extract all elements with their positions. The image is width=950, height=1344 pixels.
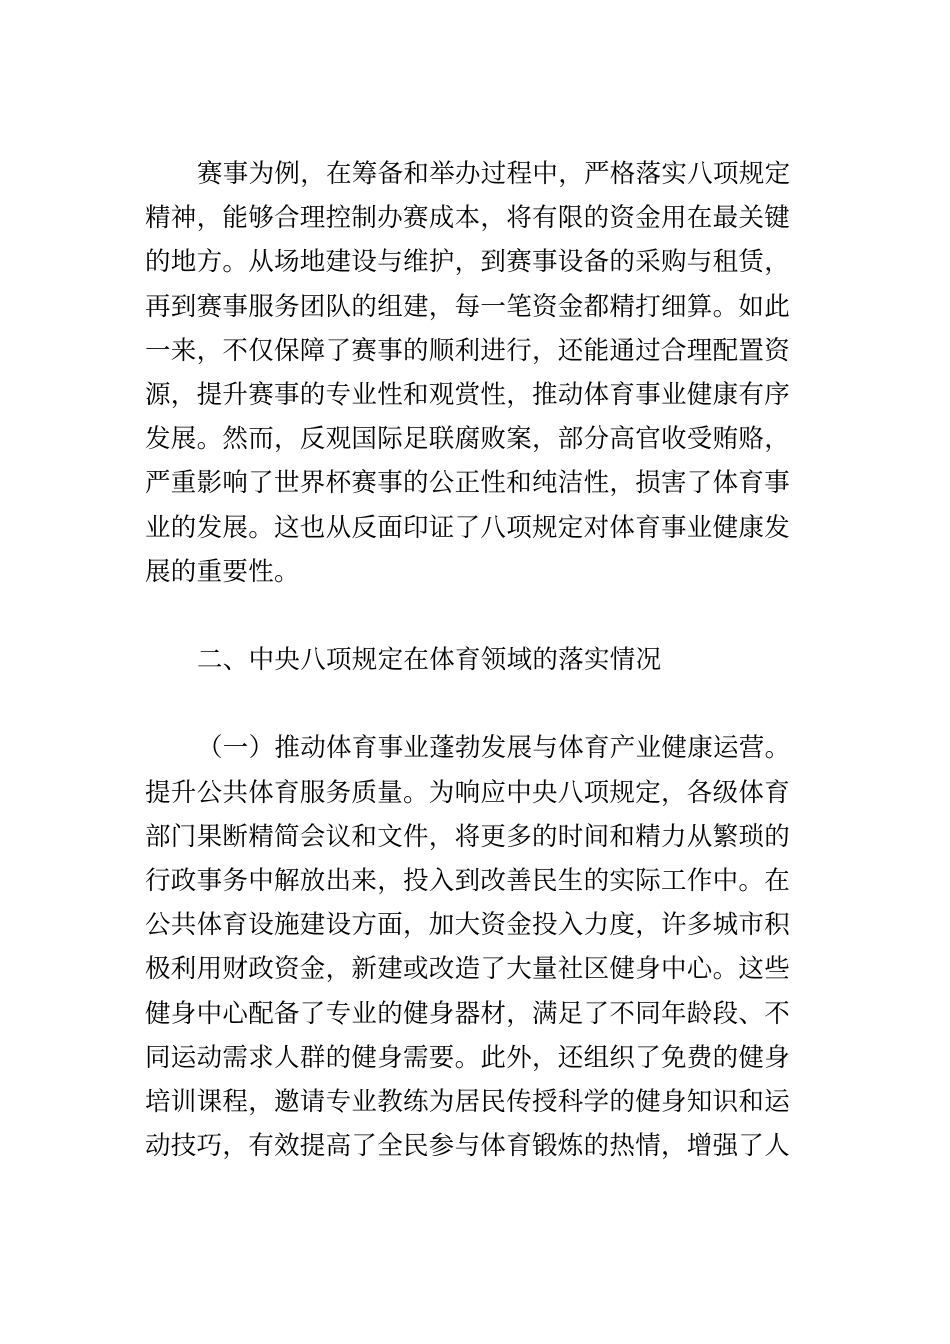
text-line: 同运动需求人群的健身需要。此外，还组织了免费的健身 [145,1042,791,1073]
subheading-text: （一）推动体育事业蓬勃发展与体育产业健康运营。 [197,733,791,764]
text-line: 公共体育设施建设方面，加大资金投入力度，许多城市积 [145,910,791,941]
text-line: 极利用财政资金，新建或改造了大量社区健身中心。这些 [145,954,791,985]
text-line: 严重影响了世界杯赛事的公正性和纯洁性，损害了体育事 [145,468,791,499]
text-line: 行政事务中解放出来，投入到改善民生的实际工作中。在 [145,866,791,896]
paragraph-spacer [145,682,785,726]
paragraph-1 [145,152,791,594]
document-page [145,152,791,1168]
text-line: 展的重要性。 [145,556,300,587]
text-line: 精神，能够合理控制办赛成本，将有限的资金用在最关键 [145,203,791,234]
text-line: 发展。然而，反观国际足联腐败案，部分高官收受贿赂， [145,424,791,455]
text-line: 一来，不仅保障了赛事的顺利进行，还能通过合理配置资 [145,335,791,366]
text-line: 健身中心配备了专业的健身器材，满足了不同年龄段、不 [145,998,791,1029]
text-line: 部门果断精简会议和文件，将更多的时间和精力从繁琐的 [145,821,791,852]
text-line: 的地方。从场地建设与维护，到赛事设备的采购与租赁， [145,247,791,278]
text-line: 再到赛事服务团队的组建，每一笔资金都精打细算。如此 [145,291,791,322]
text-line: 业的发展。这也从反面印证了八项规定对体育事业健康发 [145,512,791,543]
section-heading [145,638,785,682]
heading-text: 二、中央八项规定在体育领域的落实情况 [197,645,662,676]
paragraph-spacer [145,594,785,638]
paragraph-2 [145,726,791,1168]
text-line: 培训课程，邀请专业教练为居民传授科学的健身知识和运 [145,1086,791,1117]
text-line: 动技巧，有效提高了全民参与体育锻炼的热情，增强了人 [145,1131,791,1162]
text-line: 提升公共体育服务质量。为响应中央八项规定，各级体育 [145,777,791,808]
text-line: 源，提升赛事的专业性和观赏性，推动体育事业健康有序 [145,379,791,410]
text-line: 赛事为例，在筹备和举办过程中，严格落实八项规定 [197,159,791,189]
